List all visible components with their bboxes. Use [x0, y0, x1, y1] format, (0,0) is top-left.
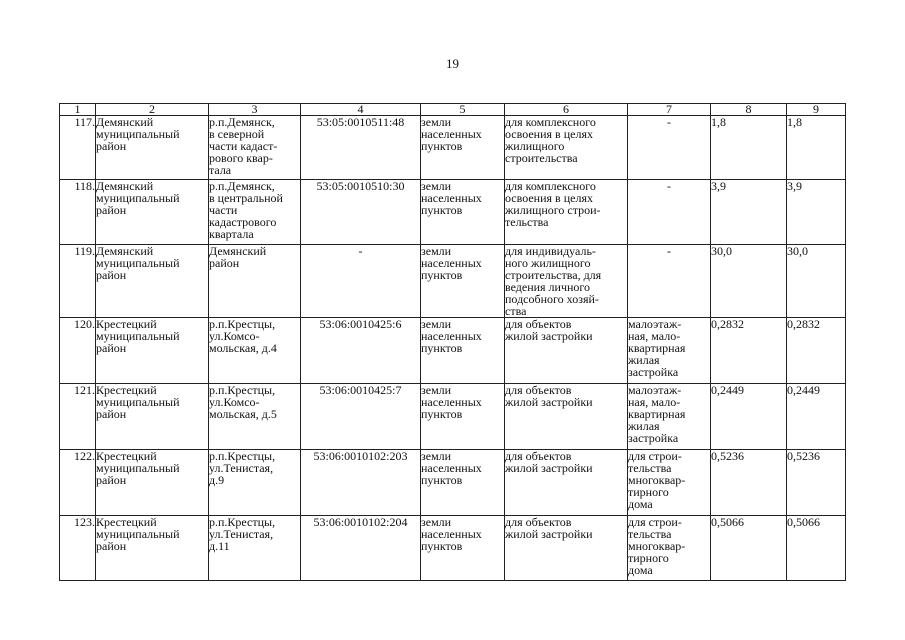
column-header: 1: [60, 104, 96, 116]
district-cell: [96, 318, 209, 384]
area-text: 0,2449: [787, 383, 820, 397]
area-text: 1,8: [787, 115, 802, 129]
area-text: 3,9: [711, 179, 726, 193]
use-type-text: для строи- тельства многоквар- тирного дома: [628, 449, 686, 511]
district-text: Крестецкий муниципальный район: [96, 383, 180, 421]
table-row: [60, 318, 846, 384]
area-text: 0,5066: [711, 515, 744, 529]
use-type-text: -: [667, 115, 671, 129]
area-cell: [787, 180, 846, 245]
cadastral-number-text: 53:06:0010102:203: [313, 449, 408, 463]
land-category-cell: [421, 116, 505, 180]
area-text: 0,2449: [711, 383, 744, 397]
area-text: 1,8: [711, 115, 726, 129]
row-number: [60, 516, 96, 581]
land-category-cell: [421, 318, 505, 384]
land-category-text: земли населенных пунктов: [421, 317, 482, 355]
permitted-use-text: для объектов жилой застройки: [505, 383, 593, 409]
table-row: [60, 180, 846, 245]
permitted-use-cell: [505, 318, 628, 384]
location-cell: [209, 180, 301, 245]
use-type-text: -: [667, 179, 671, 193]
district-cell: [96, 245, 209, 318]
use-type-text: -: [667, 244, 671, 258]
cadastral-number-text: 53:06:0010425:6: [319, 317, 402, 331]
cadastral-number-cell: [301, 180, 421, 245]
land-category-cell: [421, 516, 505, 581]
permitted-use-cell: [505, 516, 628, 581]
location-text: р.п.Крестцы, ул.Тенистая, д.9: [209, 449, 276, 487]
table-row: [60, 116, 846, 180]
area-cell: [711, 450, 787, 516]
table-row: [60, 384, 846, 450]
area-text: 0,5236: [711, 449, 744, 463]
location-cell: [209, 116, 301, 180]
area-cell: [787, 516, 846, 581]
district-cell: [96, 450, 209, 516]
table-row: [60, 516, 846, 581]
area-cell: [711, 318, 787, 384]
area-text: 0,5066: [787, 515, 820, 529]
cadastral-number-cell: [301, 245, 421, 318]
use-type-text: для строи- тельства многоквар- тирного дома: [628, 515, 686, 577]
area-cell: [711, 116, 787, 180]
land-category-text: земли населенных пунктов: [421, 515, 482, 553]
land-category-text: земли населенных пунктов: [421, 179, 482, 217]
use-type-text: малоэтаж- ная, мало- квартирная жилая застройка: [628, 383, 686, 445]
cadastral-number-cell: [301, 318, 421, 384]
area-text: 3,9: [787, 179, 802, 193]
area-cell: [711, 245, 787, 318]
row-number: [60, 450, 96, 516]
cadastral-number-cell: [301, 516, 421, 581]
permitted-use-text: для комплексного освоения в целях жилищного строительства: [505, 115, 596, 165]
district-cell: [96, 180, 209, 245]
location-text: р.п.Крестцы, ул.Комсо- мольская, д.4: [209, 317, 277, 355]
land-category-text: земли населенных пунктов: [421, 244, 482, 282]
column-header: 5: [421, 104, 505, 116]
area-cell: [711, 180, 787, 245]
location-cell: [209, 245, 301, 318]
permitted-use-cell: [505, 245, 628, 318]
cadastral-number-text: 53:05:0010511:48: [316, 115, 405, 129]
district-text: Демянский муниципальный район: [96, 244, 180, 282]
row-number: [60, 245, 96, 318]
permitted-use-cell: [505, 450, 628, 516]
cadastral-number-text: -: [358, 244, 363, 258]
district-cell: [96, 384, 209, 450]
district-text: Крестецкий муниципальный район: [96, 449, 180, 487]
column-header: 7: [628, 104, 711, 116]
district-cell: [96, 116, 209, 180]
permitted-use-text: для объектов жилой застройки: [505, 449, 593, 475]
district-text: Крестецкий муниципальный район: [96, 317, 180, 355]
permitted-use-cell: [505, 116, 628, 180]
header-row: [60, 104, 846, 116]
use-type-cell: [628, 516, 711, 581]
area-text: 0,2832: [787, 317, 820, 331]
row-number: [60, 384, 96, 450]
use-type-cell: [628, 318, 711, 384]
location-text: р.п.Демянск, в северной части кадаст- рового квар- тала: [209, 115, 278, 177]
location-text: р.п.Крестцы, ул.Комсо- мольская, д.5: [209, 383, 277, 421]
use-type-cell: [628, 384, 711, 450]
column-header: 8: [711, 104, 787, 116]
district-text: Крестецкий муниципальный район: [96, 515, 180, 553]
column-header: 4: [301, 104, 421, 116]
use-type-cell: [628, 450, 711, 516]
cadastral-number-text: 53:06:0010102:204: [313, 515, 408, 529]
area-cell: [787, 245, 846, 318]
row-number: [60, 180, 96, 245]
district-text: Демянский муниципальный район: [96, 115, 180, 153]
area-cell: [787, 384, 846, 450]
area-cell: [787, 318, 846, 384]
area-text: 30,0: [787, 244, 808, 258]
area-text: 0,2832: [711, 317, 744, 331]
permitted-use-cell: [505, 384, 628, 450]
location-cell: [209, 516, 301, 581]
district-cell: [96, 516, 209, 581]
land-category-text: земли населенных пунктов: [421, 115, 482, 153]
area-cell: [711, 384, 787, 450]
column-header: 3: [209, 104, 301, 116]
row-number-text: 119.: [74, 244, 95, 258]
cadastral-number-text: 53:06:0010425:7: [319, 383, 402, 397]
cadastral-number-text: 53:05:0010510:30: [316, 179, 405, 193]
area-text: 30,0: [711, 244, 732, 258]
permitted-use-text: для индивидуаль- ного жилищного строительства, для ведения личного подсобного хозяй- ства: [505, 244, 602, 318]
district-text: Демянский муниципальный район: [96, 179, 180, 217]
area-cell: [787, 116, 846, 180]
area-cell: [711, 516, 787, 581]
land-plots-table: [59, 103, 846, 581]
table-body: [60, 116, 846, 581]
row-number-text: 121.: [74, 383, 95, 397]
permitted-use-text: для объектов жилой застройки: [505, 515, 593, 541]
cadastral-number-cell: [301, 384, 421, 450]
table-header: [60, 104, 846, 116]
table-row: [60, 450, 846, 516]
location-text: р.п.Демянск, в центральной части кадастрового квартала: [209, 179, 283, 241]
row-number-text: 117.: [74, 115, 95, 129]
row-number-text: 118.: [74, 179, 95, 193]
land-category-text: земли населенных пунктов: [421, 449, 482, 487]
row-number: [60, 116, 96, 180]
land-category-cell: [421, 245, 505, 318]
use-type-text: малоэтаж- ная, мало- квартирная жилая застройка: [628, 317, 686, 379]
area-text: 0,5236: [787, 449, 820, 463]
location-cell: [209, 318, 301, 384]
row-number: [60, 318, 96, 384]
row-number-text: 120.: [74, 317, 95, 331]
location-text: р.п.Крестцы, ул.Тенистая, д.11: [209, 515, 276, 553]
column-header: 6: [505, 104, 628, 116]
location-text: Демянский район: [209, 244, 267, 270]
use-type-cell: [628, 180, 711, 245]
permitted-use-text: для комплексного освоения в целях жилищного строи- тельства: [505, 179, 601, 229]
location-cell: [209, 450, 301, 516]
row-number-text: 123.: [74, 515, 95, 529]
cadastral-number-cell: [301, 450, 421, 516]
column-header: 9: [787, 104, 846, 116]
permitted-use-text: для объектов жилой застройки: [505, 317, 593, 343]
location-cell: [209, 384, 301, 450]
land-category-cell: [421, 384, 505, 450]
use-type-cell: [628, 245, 711, 318]
land-category-cell: [421, 450, 505, 516]
column-header: 2: [96, 104, 209, 116]
land-category-cell: [421, 180, 505, 245]
area-cell: [787, 450, 846, 516]
cadastral-number-cell: [301, 116, 421, 180]
permitted-use-cell: [505, 180, 628, 245]
table-row: [60, 245, 846, 318]
use-type-cell: [628, 116, 711, 180]
page-number: 19: [446, 56, 459, 71]
land-category-text: земли населенных пунктов: [421, 383, 482, 421]
row-number-text: 122.: [74, 449, 95, 463]
